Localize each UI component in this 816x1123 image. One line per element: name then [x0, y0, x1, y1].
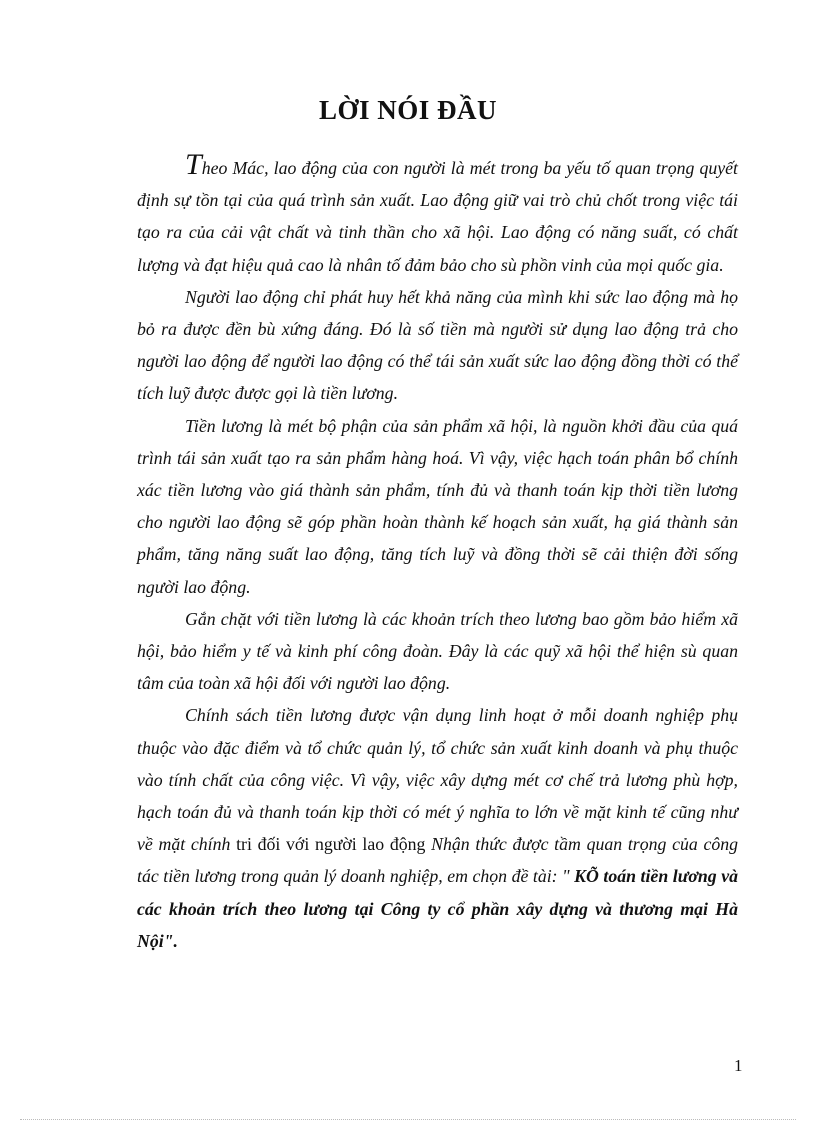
- document-title: LỜI NÓI ĐẦU: [318, 95, 498, 125]
- paragraph-5-text-c: Nhận thức được tầm quan trọng của công tác tiền lương trong quản lý doanh nghiệp, em chọn đề tài: ": [137, 834, 739, 887]
- paragraph-1: [137, 150, 738, 281]
- page-number: 1: [734, 1056, 743, 1075]
- thesis-topic-title: KÕ toán tiền lương và các khoản trích theo lương tại Công ty cổ phần xây dựng và thương mại Hà Nội".: [137, 866, 738, 951]
- paragraph-5-text-a: Chính sách tiền lương được vận dụng linh hoạt ở mỗi doanh nghiệp phụ thuộc vào đặc điểm và tổ chức quản lý, tổ chức sản xuất kinh doanh và phụ thuộc vào tính chất của công việc. Vì vậy, việc xây dựng mét cơ chế trả lương phù hợp, hạch toán đủ và thanh toán kịp thời có mét ý nghĩa to lớn về mặt kinh tế cũng như về mặt chính: [137, 705, 738, 855]
- document-body: [137, 150, 738, 957]
- paragraph-4: Gắn chặt với tiền lương là các khoản trích theo lương bao gồm bảo hiểm xã hội, bảo hiểm y tế và kinh phí công đoàn. Đây là các quỹ xã hội thể hiện sù quan tâm của toàn xã hội đối với người lao động.: [137, 608, 738, 694]
- page-bottom-rule: [20, 1119, 796, 1120]
- paragraph-2: Người lao động chỉ phát huy hết khả năng của mình khi sức lao động mà họ bỏ ra được đền bù xứng đáng. Đó là số tiền mà người sử dụng lao động trả cho người lao động để người lao động có thể tái sản xuất sức lao động đồng thời có thể tích luỹ được được gọi là tiền lương.: [137, 286, 738, 404]
- paragraph-3: Tiền lương là mét bộ phận của sản phẩm xã hội, là nguồn khởi đầu của quá trình tái sản xuất tạo ra sản phẩm hàng hoá. Vì vậy, việc hạch toán phân bổ chính xác tiền lương vào giá thành sản phẩm, tính đủ và thanh toán kịp thời tiền lương cho người lao động sẽ góp phần hoàn thành kế hoạch sản xuất, hạ giá thành sản phẩm, tăng năng suất lao động, tăng tích luỹ và đồng thời sẽ cải thiện đời sống người lao động.: [137, 415, 738, 597]
- paragraph-5-text-b: tri đối với người lao động: [236, 834, 426, 855]
- paragraph-5: [137, 699, 738, 957]
- paragraph-1-text: heo Mác, lao động của con người là mét trong ba yếu tố quan trọng quyết định sự tồn tại của quá trình sản xuất. Lao động giữ vai trò chủ chốt trong việc tái tạo ra của cải vật chất và tinh thần cho xã hội. Lao động có năng suất, có chất lượng và đạt hiệu quả cao là nhân tố đảm bảo cho sù phồn vinh của mọi quốc gia.: [137, 158, 738, 275]
- drop-cap: T: [185, 148, 202, 181]
